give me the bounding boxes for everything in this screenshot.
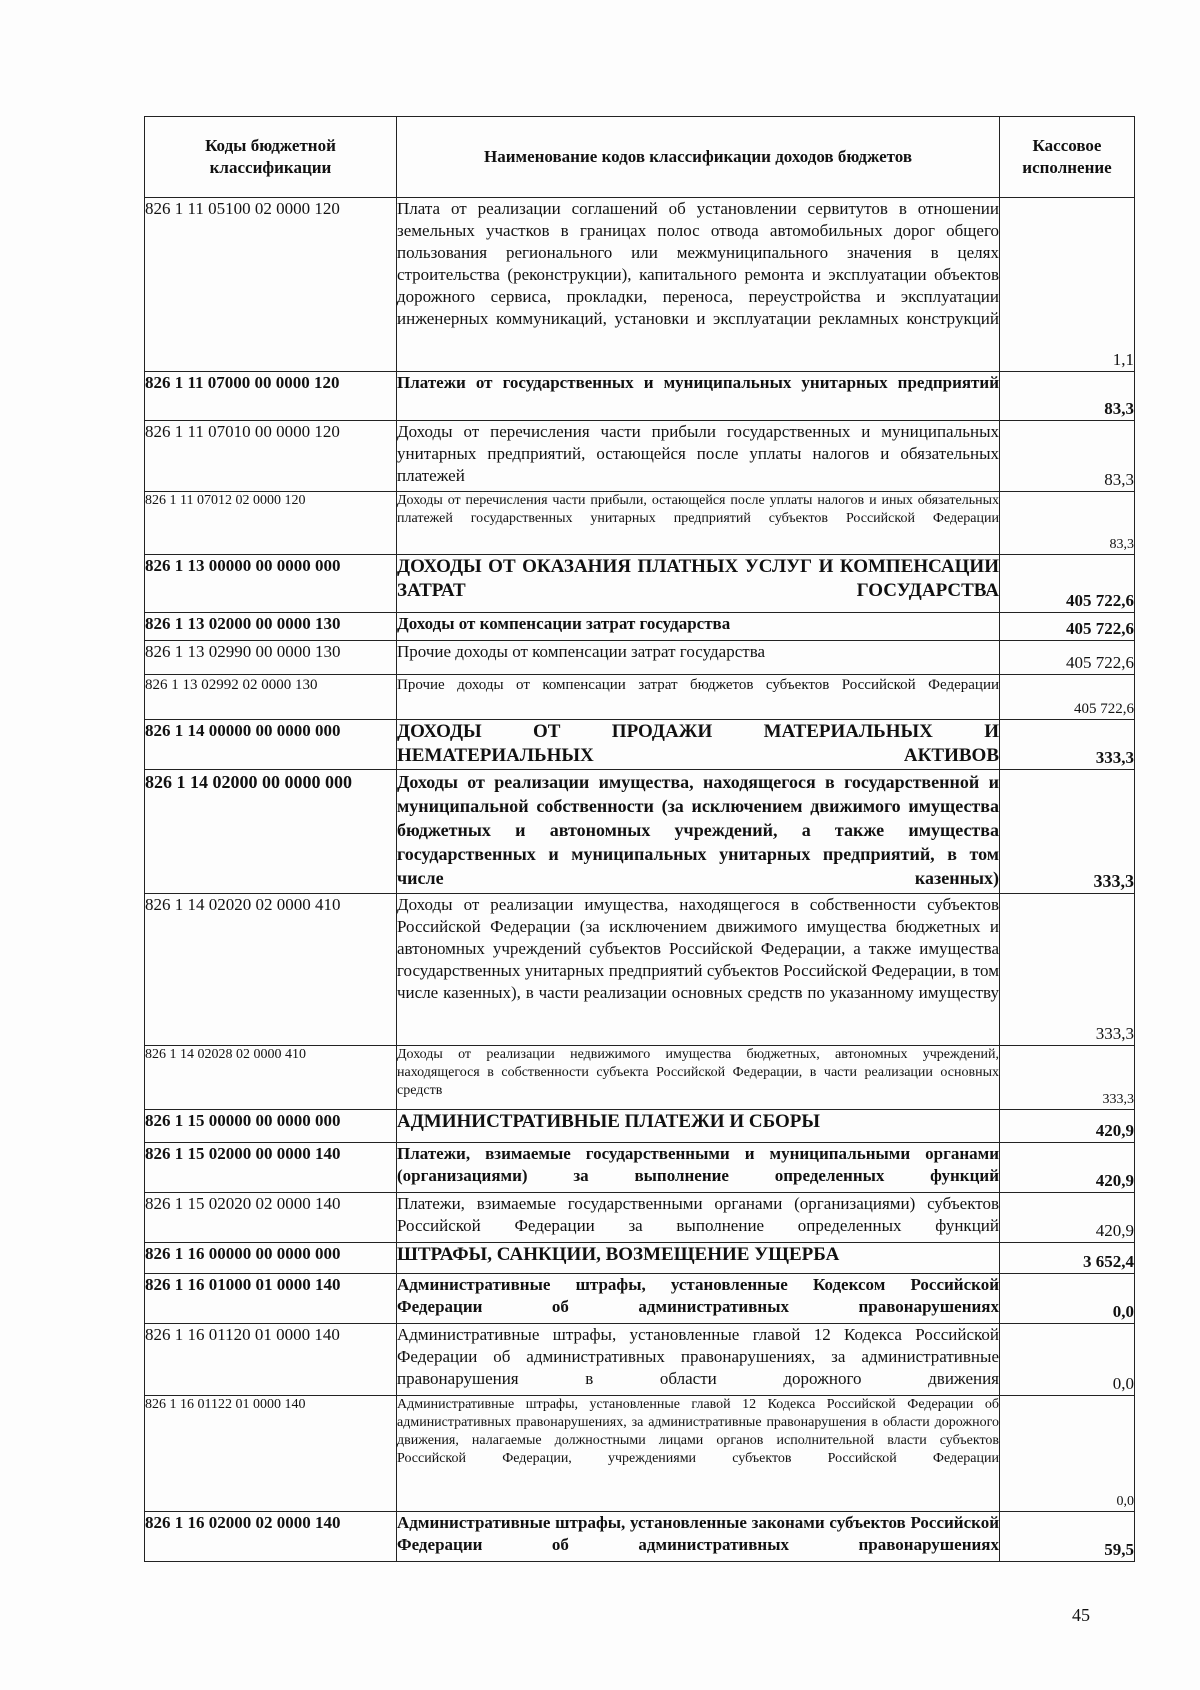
row-code: 826 1 13 02992 02 0000 130 xyxy=(145,675,397,720)
table-row xyxy=(145,492,1135,555)
row-code: 826 1 14 02020 02 0000 410 xyxy=(145,894,397,1046)
row-name: АДМИНИСТРАТИВНЫЕ ПЛАТЕЖИ И СБОРЫ xyxy=(397,1110,1000,1143)
table-row xyxy=(145,720,1135,770)
row-code: 826 1 16 00000 00 0000 000 xyxy=(145,1243,397,1274)
table-row xyxy=(145,894,1135,1046)
row-code: 826 1 14 00000 00 0000 000 xyxy=(145,720,397,770)
row-sum: 3 652,4 xyxy=(1000,1243,1135,1274)
row-code: 826 1 11 05100 02 0000 120 xyxy=(145,198,397,372)
row-name: Прочие доходы от компенсации затрат бюджетов субъектов Российской Федерации xyxy=(397,675,1000,720)
row-name: Доходы от реализации недвижимого имущества бюджетных, автономных учреждений, находящегося в собственности субъекта Российской Федерации, в части реализации основных средств xyxy=(397,1046,1000,1110)
row-code: 826 1 11 07000 00 0000 120 xyxy=(145,372,397,421)
row-sum: 405 722,6 xyxy=(1000,613,1135,641)
row-name: Плата от реализации соглашений об установлении сервитутов в отношении земельных участков в границах полос отвода автомобильных дорог общего пользования регионального или межмуниципального значения в целях строительства (реконструкции), капитального ремонта и эксплуатации объектов дорожного сервиса, прокладки, переноса, переустройства и эксплуатации инженерных коммуникаций, установки и эксплуатации рекламных конструкций xyxy=(397,198,1000,372)
row-code: 826 1 16 01120 01 0000 140 xyxy=(145,1324,397,1396)
row-code: 826 1 11 07012 02 0000 120 xyxy=(145,492,397,555)
row-name: Платежи, взимаемые государственными и муниципальными органами (организациями) за выполнение определенных функций xyxy=(397,1143,1000,1193)
row-code: 826 1 11 07010 00 0000 120 xyxy=(145,421,397,492)
row-code: 826 1 16 02000 02 0000 140 xyxy=(145,1512,397,1562)
row-code: 826 1 15 02020 02 0000 140 xyxy=(145,1193,397,1243)
row-sum: 0,0 xyxy=(1000,1274,1135,1324)
row-sum: 1,1 xyxy=(1000,198,1135,372)
table-row xyxy=(145,1324,1135,1396)
table-row xyxy=(145,641,1135,675)
table-row xyxy=(145,1143,1135,1193)
row-name: Прочие доходы от компенсации затрат государства xyxy=(397,641,1000,675)
table-row xyxy=(145,1193,1135,1243)
row-sum: 405 722,6 xyxy=(1000,675,1135,720)
row-sum: 420,9 xyxy=(1000,1110,1135,1143)
row-code: 826 1 14 02000 00 0000 000 xyxy=(145,770,397,894)
row-sum: 83,3 xyxy=(1000,421,1135,492)
table-row xyxy=(145,1243,1135,1274)
row-name: Платежи от государственных и муниципальных унитарных предприятий xyxy=(397,372,1000,421)
table-row xyxy=(145,555,1135,613)
row-sum: 0,0 xyxy=(1000,1396,1135,1512)
row-sum: 333,3 xyxy=(1000,1046,1135,1110)
row-name: Доходы от компенсации затрат государства xyxy=(397,613,1000,641)
header-name: Наименование кодов классификации доходов бюджетов xyxy=(397,117,1000,198)
row-code: 826 1 15 02000 00 0000 140 xyxy=(145,1143,397,1193)
header-sum: Кассовое исполнение xyxy=(1000,117,1135,198)
table-row xyxy=(145,1110,1135,1143)
table-row xyxy=(145,1046,1135,1110)
row-name: Административные штрафы, установленные главой 12 Кодекса Российской Федерации об административных правонарушениях, за административные правонарушения в области дорожного движения, налагаемые должностными лицами органов исполнительной власти субъектов Российской Федерации, учреждениями субъектов Российской Федерации xyxy=(397,1396,1000,1512)
row-sum: 333,3 xyxy=(1000,894,1135,1046)
row-name: Административные штрафы, установленные главой 12 Кодекса Российской Федерации об административных правонарушениях, за административные правонарушения в области дорожного движения xyxy=(397,1324,1000,1396)
row-sum: 405 722,6 xyxy=(1000,641,1135,675)
row-sum: 333,3 xyxy=(1000,720,1135,770)
budget-revenue-table xyxy=(144,116,1135,1562)
page-number: 45 xyxy=(1072,1605,1090,1625)
row-sum: 405 722,6 xyxy=(1000,555,1135,613)
row-name: Административные штрафы, установленные Кодексом Российской Федерации об административных правонарушениях xyxy=(397,1274,1000,1324)
table-header-row xyxy=(145,117,1135,198)
row-name: Доходы от перечисления части прибыли государственных и муниципальных унитарных предприятий, остающейся после уплаты налогов и обязательных платежей xyxy=(397,421,1000,492)
header-code: Коды бюджетной классификации xyxy=(145,117,397,198)
table-row xyxy=(145,198,1135,372)
row-code: 826 1 16 01122 01 0000 140 xyxy=(145,1396,397,1512)
row-name: ДОХОДЫ ОТ ПРОДАЖИ МАТЕРИАЛЬНЫХ И НЕМАТЕРИАЛЬНЫХ АКТИВОВ xyxy=(397,720,1000,770)
table-row xyxy=(145,770,1135,894)
row-sum: 59,5 xyxy=(1000,1512,1135,1562)
table-row xyxy=(145,1512,1135,1562)
row-sum: 83,3 xyxy=(1000,492,1135,555)
row-code: 826 1 15 00000 00 0000 000 xyxy=(145,1110,397,1143)
table-row xyxy=(145,372,1135,421)
row-name: ШТРАФЫ, САНКЦИИ, ВОЗМЕЩЕНИЕ УЩЕРБА xyxy=(397,1243,1000,1274)
table-row xyxy=(145,421,1135,492)
row-code: 826 1 16 01000 01 0000 140 xyxy=(145,1274,397,1324)
table-row xyxy=(145,675,1135,720)
row-sum: 0,0 xyxy=(1000,1324,1135,1396)
row-name: ДОХОДЫ ОТ ОКАЗАНИЯ ПЛАТНЫХ УСЛУГ И КОМПЕНСАЦИИ ЗАТРАТ ГОСУДАРСТВА xyxy=(397,555,1000,613)
row-sum: 420,9 xyxy=(1000,1193,1135,1243)
table-row xyxy=(145,1274,1135,1324)
row-name: Доходы от реализации имущества, находящегося в государственной и муниципальной собственности (за исключением движимого имущества бюджетных и автономных учреждений, а также имущества государственных и муниципальных унитарных предприятий, в том числе казенных) xyxy=(397,770,1000,894)
table-row xyxy=(145,1396,1135,1512)
row-code: 826 1 13 02000 00 0000 130 xyxy=(145,613,397,641)
row-code: 826 1 13 00000 00 0000 000 xyxy=(145,555,397,613)
row-name: Административные штрафы, установленные законами субъектов Российской Федерации об административных правонарушениях xyxy=(397,1512,1000,1562)
row-sum: 420,9 xyxy=(1000,1143,1135,1193)
table-row xyxy=(145,613,1135,641)
row-code: 826 1 14 02028 02 0000 410 xyxy=(145,1046,397,1110)
row-name: Платежи, взимаемые государственными органами (организациями) субъектов Российской Федерации за выполнение определенных функций xyxy=(397,1193,1000,1243)
row-code: 826 1 13 02990 00 0000 130 xyxy=(145,641,397,675)
row-name: Доходы от реализации имущества, находящегося в собственности субъектов Российской Федерации (за исключением движимого имущества бюджетных и автономных учреждений субъектов Российской Федерации, а также имущества государственных унитарных предприятий субъектов Российской Федерации, в том числе казенных), в части реализации основных средств по указанному имуществу xyxy=(397,894,1000,1046)
row-sum: 333,3 xyxy=(1000,770,1135,894)
row-name: Доходы от перечисления части прибыли, остающейся после уплаты налогов и иных обязательных платежей государственных унитарных предприятий субъектов Российской Федерации xyxy=(397,492,1000,555)
row-sum: 83,3 xyxy=(1000,372,1135,421)
